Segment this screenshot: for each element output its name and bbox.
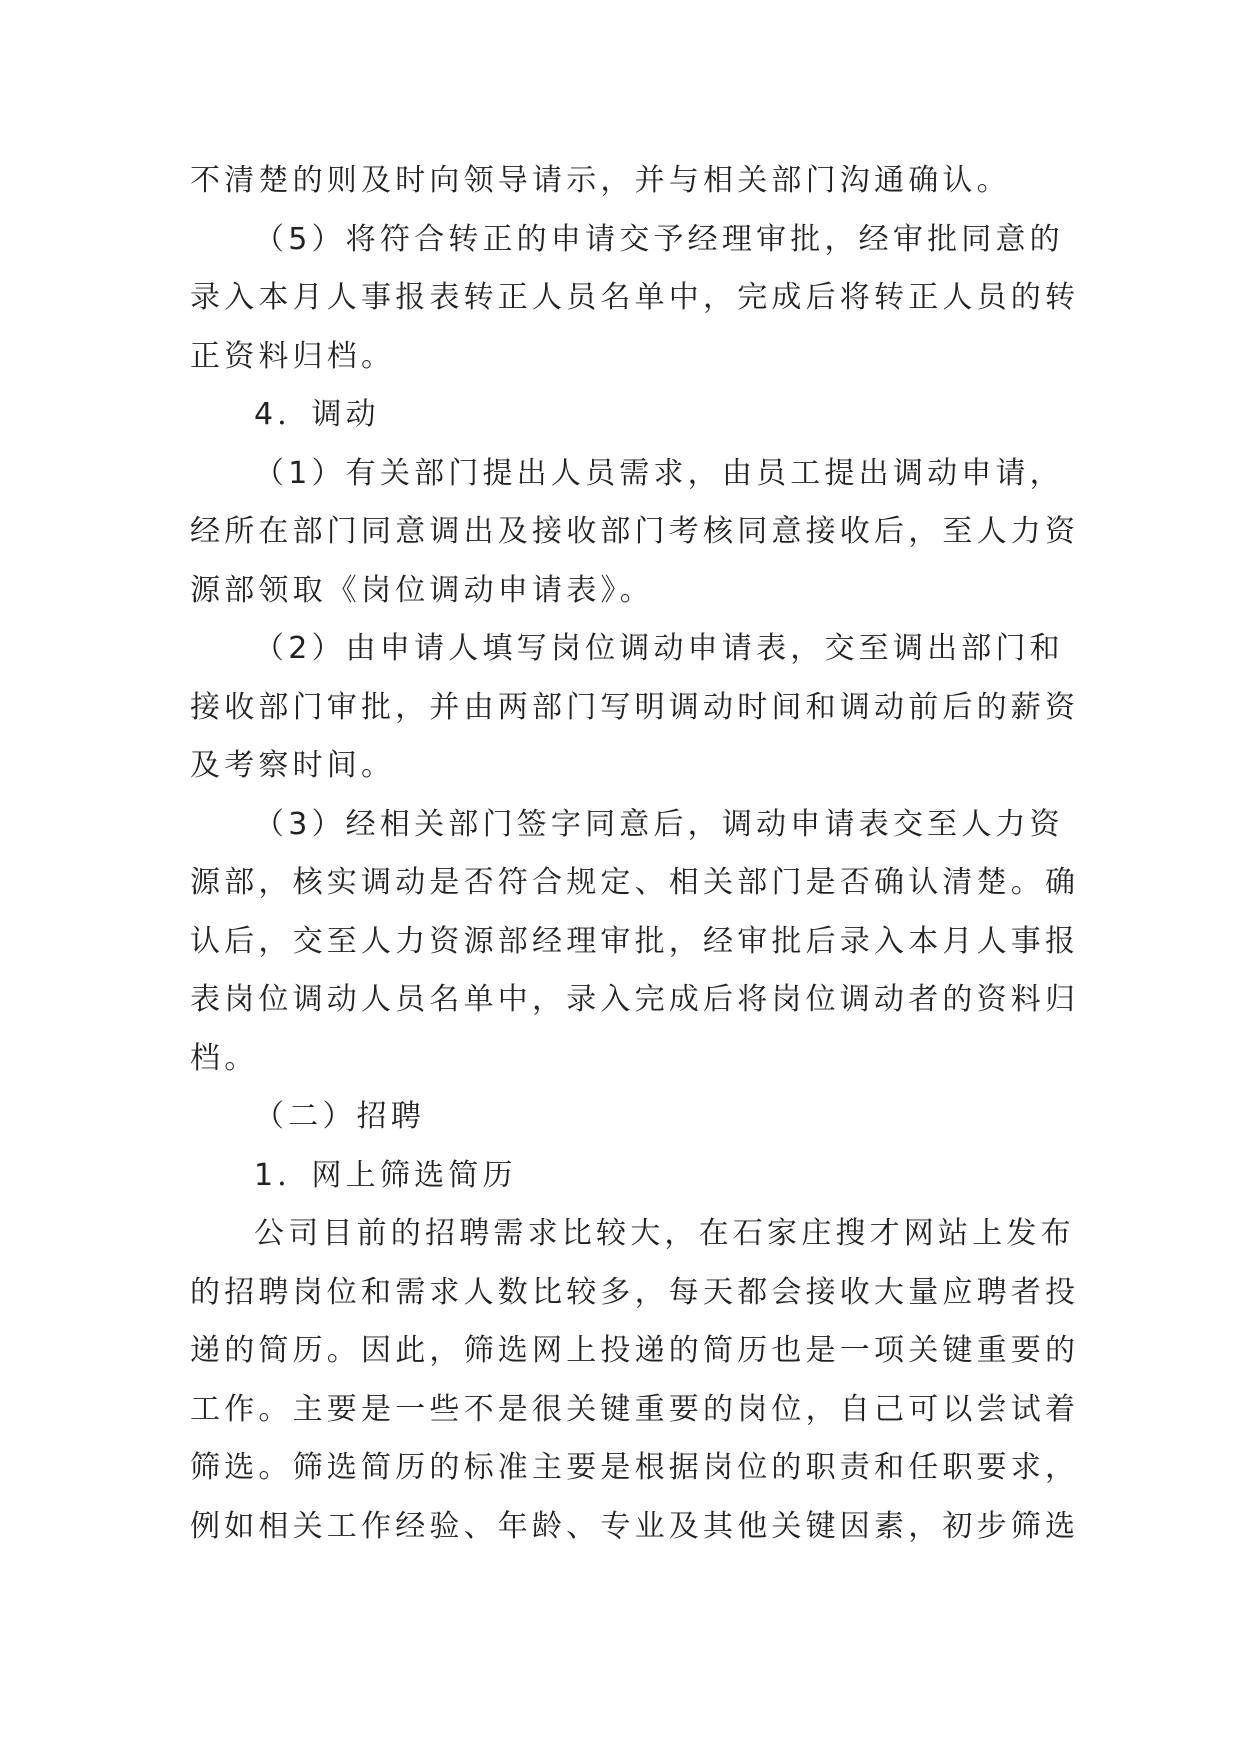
text-line: 录入本月人事报表转正人员名单中，完成后将转正人员的转	[190, 280, 1080, 315]
text-line: 源部领取《岗位调动申请表》。	[190, 572, 654, 608]
text-line: 例如相关工作经验、年龄、专业及其他关键因素，初步筛选	[190, 1508, 1080, 1544]
text-line: （1）有关部门提出人员需求，由员工提出调动申请，	[254, 455, 1064, 491]
text-line: 正资料归档。	[190, 338, 396, 374]
text-line: 档。	[190, 1040, 259, 1076]
text-line: （5）将符合转正的申请交予经理审批，经审批同意的	[254, 221, 1064, 257]
text-line: 表岗位调动人员名单中，录入完成后将岗位调动者的资料归	[190, 982, 1080, 1017]
text-line: 的招聘岗位和需求人数比较多，每天都会接收大量应聘者投	[190, 1274, 1080, 1310]
text-line: 及考察时间。	[190, 748, 396, 783]
text-line: 认后，交至人力资源部经理审批，经审批后录入本月人事报	[190, 923, 1080, 959]
document-body	[190, 152, 1080, 1556]
text-line: （3）经相关部门签字同意后，调动申请表交至人力资	[254, 806, 1064, 842]
text-line: 递的简历。因此，筛选网上投递的简历也是一项关键重要的	[190, 1333, 1080, 1368]
text-line: 经所在部门同意调出及接收部门考核同意接收后，至人力资	[190, 514, 1080, 549]
text-line: 筛选。筛选简历的标准主要是根据岗位的职责和任职要求，	[190, 1450, 1080, 1485]
text-line: 公司目前的招聘需求比较大，在石家庄搜才网站上发布	[254, 1216, 1075, 1251]
text-line: 源部，核实调动是否符合规定、相关部门是否确认清楚。确	[190, 865, 1080, 900]
section-heading: 4．调动	[254, 397, 380, 432]
text-line: （2）由申请人填写岗位调动申请表，交至调出部门和	[254, 631, 1064, 666]
text-line: 接收部门审批，并由两部门写明调动时间和调动前后的薪资	[190, 689, 1080, 725]
section-heading: （二）招聘	[254, 1099, 425, 1134]
text-line: 工作。主要是一些不是很关键重要的岗位，自己可以尝试着	[190, 1391, 1080, 1427]
text-line: 不清楚的则及时向领导请示，并与相关部门沟通确认。	[190, 163, 1011, 198]
section-heading: 1．网上筛选简历	[254, 1157, 517, 1193]
